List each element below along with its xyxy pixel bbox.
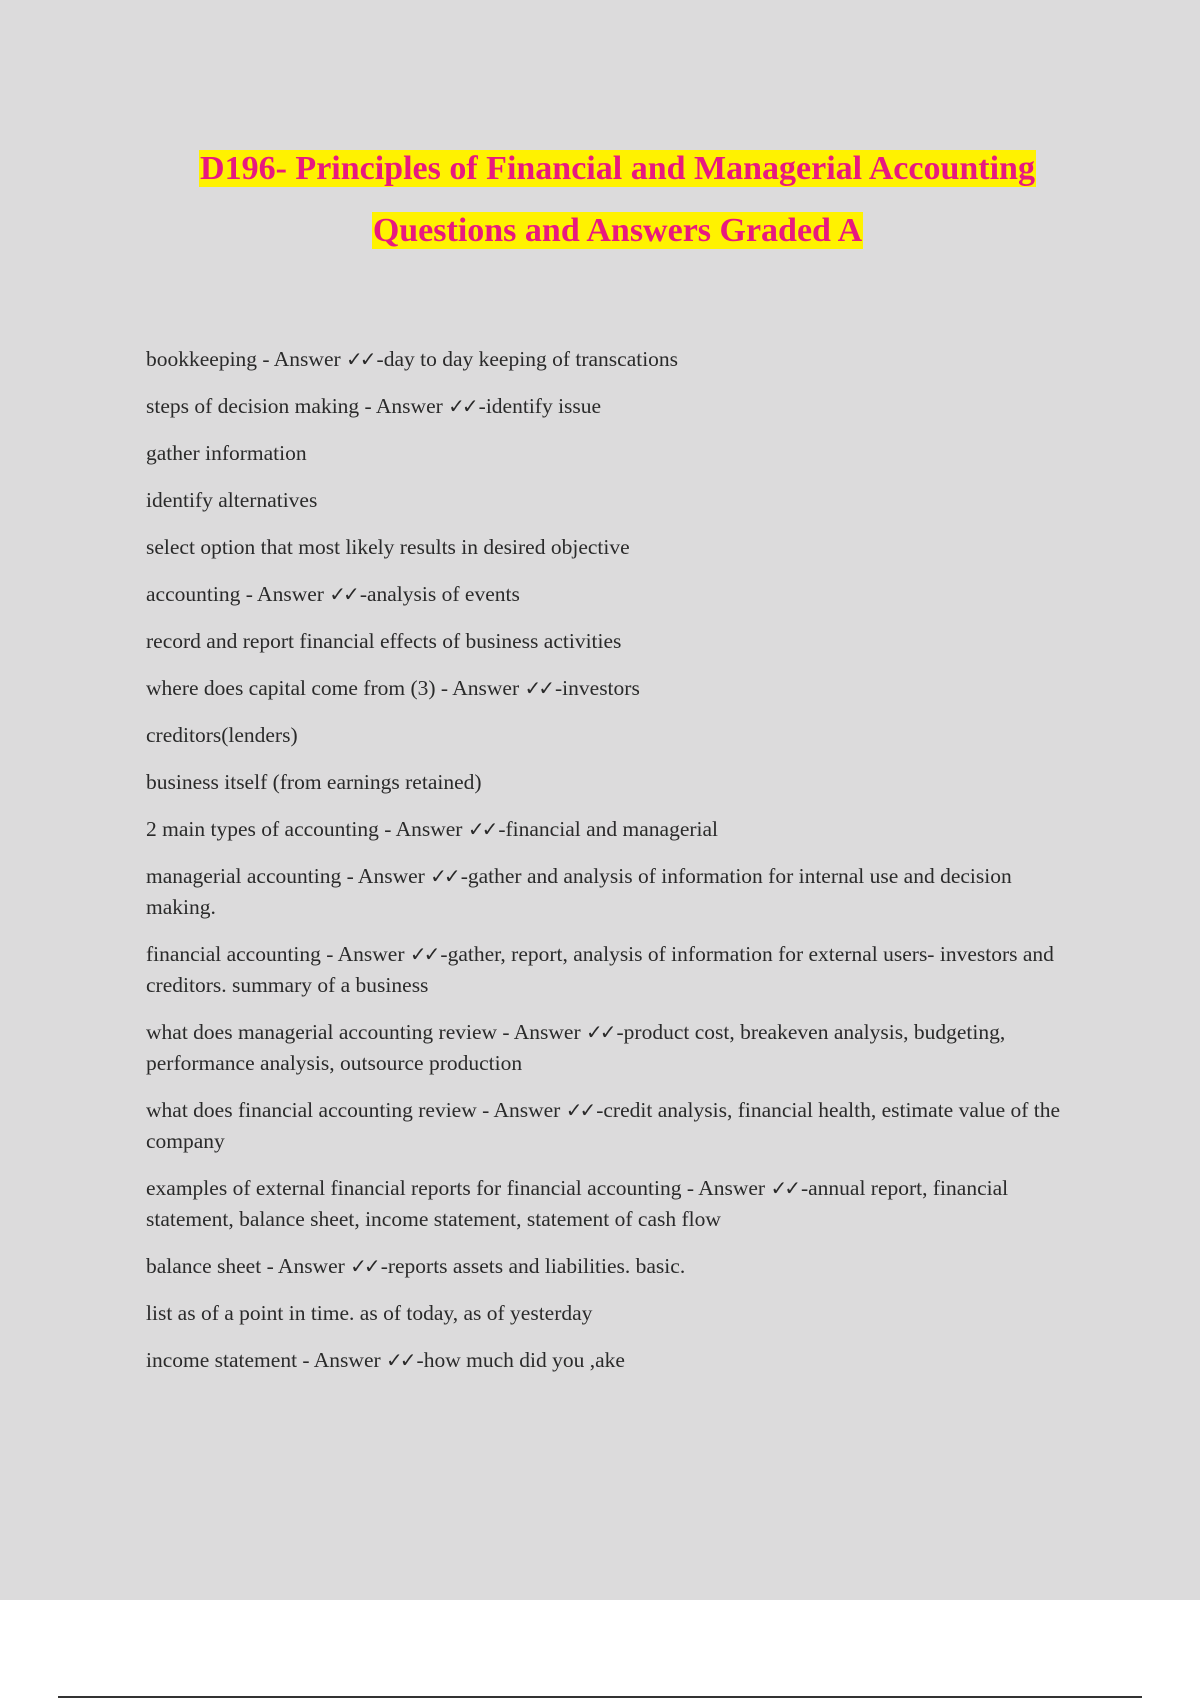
double-check-icon: ✓✓ [565,1098,594,1122]
double-check-icon: ✓✓ [329,582,357,606]
double-check-icon: ✓✓ [448,394,476,418]
double-check-icon: ✓✓ [409,942,438,966]
qa-entry: managerial accounting - Answer ✓✓ -gather and analysis of information for internal use and decision making. [146,864,1012,919]
qa-entry: where does capital come from (3) - Answer ✓✓ -investors [146,676,640,700]
qa-continuation: creditors(lenders) [146,723,298,747]
qa-continuation: record and report financial effects of business activities [146,629,622,653]
qa-entry: what does managerial accounting review - Answer ✓✓ -product cost, breakeven analysis, budgeting, performance analysis, outsource production [146,1020,1006,1075]
double-check-icon: ✓✓ [386,1348,414,1372]
qa-entry: financial accounting - Answer ✓✓ -gather, report, analysis of information for external users- investors and creditors. summary of a business [146,942,1054,997]
double-check-icon: ✓✓ [586,1020,614,1044]
qa-entry: accounting - Answer ✓✓ -analysis of events [146,582,520,606]
qa-continuation: identify alternatives [146,488,318,512]
double-check-icon: ✓✓ [524,676,553,700]
qa-continuation: select option that most likely results in desired objective [146,535,630,559]
title-line-1: D196- Principles of Financial and Managerial Accounting [200,150,1035,187]
double-check-icon: ✓✓ [467,817,496,841]
qa-entry: what does financial accounting review - Answer ✓✓ -credit analysis, financial health, estimate value of the company [146,1098,1061,1153]
qa-entry: balance sheet - Answer ✓✓ -reports assets and liabilities. basic. [146,1254,686,1278]
document-title [0,138,1200,262]
qa-continuation: gather information [146,441,307,465]
double-check-icon: ✓✓ [770,1176,798,1200]
qa-entry: steps of decision making - Answer ✓✓ -identify issue [146,394,602,418]
qa-continuation: business itself (from earnings retained) [146,770,482,794]
qa-continuation: list as of a point in time. as of today, as of yesterday [146,1301,593,1325]
document-body [146,344,1076,1392]
double-check-icon: ✓✓ [346,347,374,371]
qa-entry: bookkeeping - Answer ✓✓ -day to day keeping of transcations [146,347,679,371]
footer-divider [58,1696,1142,1698]
title-line-2: Questions and Answers Graded A [372,212,863,249]
double-check-icon: ✓✓ [350,1254,378,1278]
qa-entry: income statement - Answer ✓✓ -how much did you ,ake [146,1348,625,1372]
qa-entry: 2 main types of accounting - Answer ✓✓ -financial and managerial [146,817,719,841]
qa-entry: examples of external financial reports for financial accounting - Answer ✓✓ -annual report, financial statement, balance sheet, income statement, statement of cash flow [146,1176,1009,1231]
double-check-icon: ✓✓ [430,864,458,888]
